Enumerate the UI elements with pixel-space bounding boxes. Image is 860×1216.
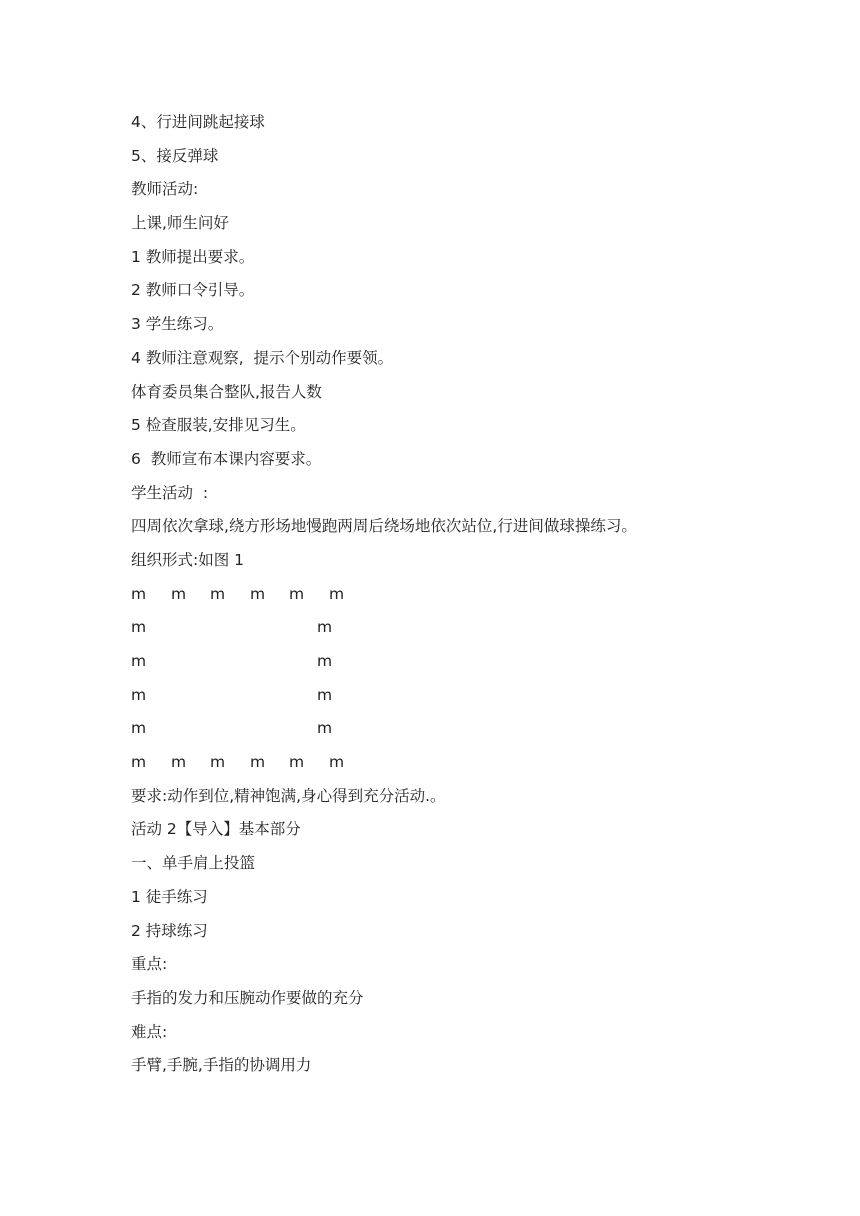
formation-mark: m xyxy=(171,584,187,603)
text-line: 2 教师口令引导。 xyxy=(131,281,255,300)
text-line: 要求:动作到位,精神饱满,身心得到充分活动.。 xyxy=(131,786,446,805)
section-heading: 学生活动 : xyxy=(131,483,209,502)
formation-mark: m xyxy=(250,584,266,603)
formation-mark: m xyxy=(210,584,226,603)
document-body xyxy=(131,109,771,1086)
formation-row-side xyxy=(131,648,771,682)
formation-mark: m xyxy=(317,618,333,637)
text-line: 四周依次拿球,绕方形场地慢跑两周后绕场地依次站位,行进间做球操练习。 xyxy=(131,517,637,536)
text-line: 组织形式:如图 1 xyxy=(131,550,245,569)
section-heading: 教师活动: xyxy=(131,180,199,199)
section-heading: 活动 2【导入】基本部分 xyxy=(131,820,301,839)
formation-mark: m xyxy=(329,753,345,772)
formation-row-bottom xyxy=(131,749,771,783)
formation-mark: m xyxy=(317,652,333,670)
formation-mark: m xyxy=(171,753,187,772)
text-line: 4、行进间跳起接球 xyxy=(131,113,265,131)
text-line: 手臂,手腕,手指的协调用力 xyxy=(131,1056,312,1075)
formation-mark: m xyxy=(317,685,333,704)
text-line: 4 教师注意观察, 提示个别动作要领。 xyxy=(131,348,394,367)
formation-diagram xyxy=(131,581,771,783)
text-line: 体育委员集合整队,报告人数 xyxy=(131,382,322,401)
formation-mark: m xyxy=(250,753,266,772)
formation-mark: m xyxy=(131,753,147,772)
formation-mark: m xyxy=(210,753,226,772)
formation-mark: m xyxy=(289,753,305,772)
text-line: 上课,师生问好 xyxy=(131,214,229,233)
formation-row-side xyxy=(131,715,771,749)
text-line: 手指的发力和压腕动作要做的充分 xyxy=(131,988,364,1007)
text-line: 6 教师宣布本课内容要求。 xyxy=(131,449,322,468)
text-line: 1 教师提出要求。 xyxy=(131,247,255,266)
formation-row-top xyxy=(131,581,771,615)
formation-mark: m xyxy=(131,618,147,637)
formation-mark: m xyxy=(317,719,333,738)
text-line: 1 徒手练习 xyxy=(131,887,208,906)
formation-row-side xyxy=(131,614,771,648)
section-heading: 重点: xyxy=(131,955,168,974)
text-line: 一、单手肩上投篮 xyxy=(131,854,256,873)
formation-mark: m xyxy=(131,685,147,704)
formation-mark: m xyxy=(131,652,147,670)
text-line: 5 检查服装,安排见习生。 xyxy=(131,416,306,435)
text-line: 5、接反弹球 xyxy=(131,146,219,165)
formation-mark: m xyxy=(131,584,147,603)
formation-mark: m xyxy=(329,584,345,603)
formation-row-side xyxy=(131,682,771,716)
text-line: 3 学生练习。 xyxy=(131,315,224,334)
formation-mark: m xyxy=(289,584,305,603)
text-line: 2 持球练习 xyxy=(131,921,208,940)
section-heading: 难点: xyxy=(131,1022,168,1041)
formation-mark: m xyxy=(131,719,147,738)
